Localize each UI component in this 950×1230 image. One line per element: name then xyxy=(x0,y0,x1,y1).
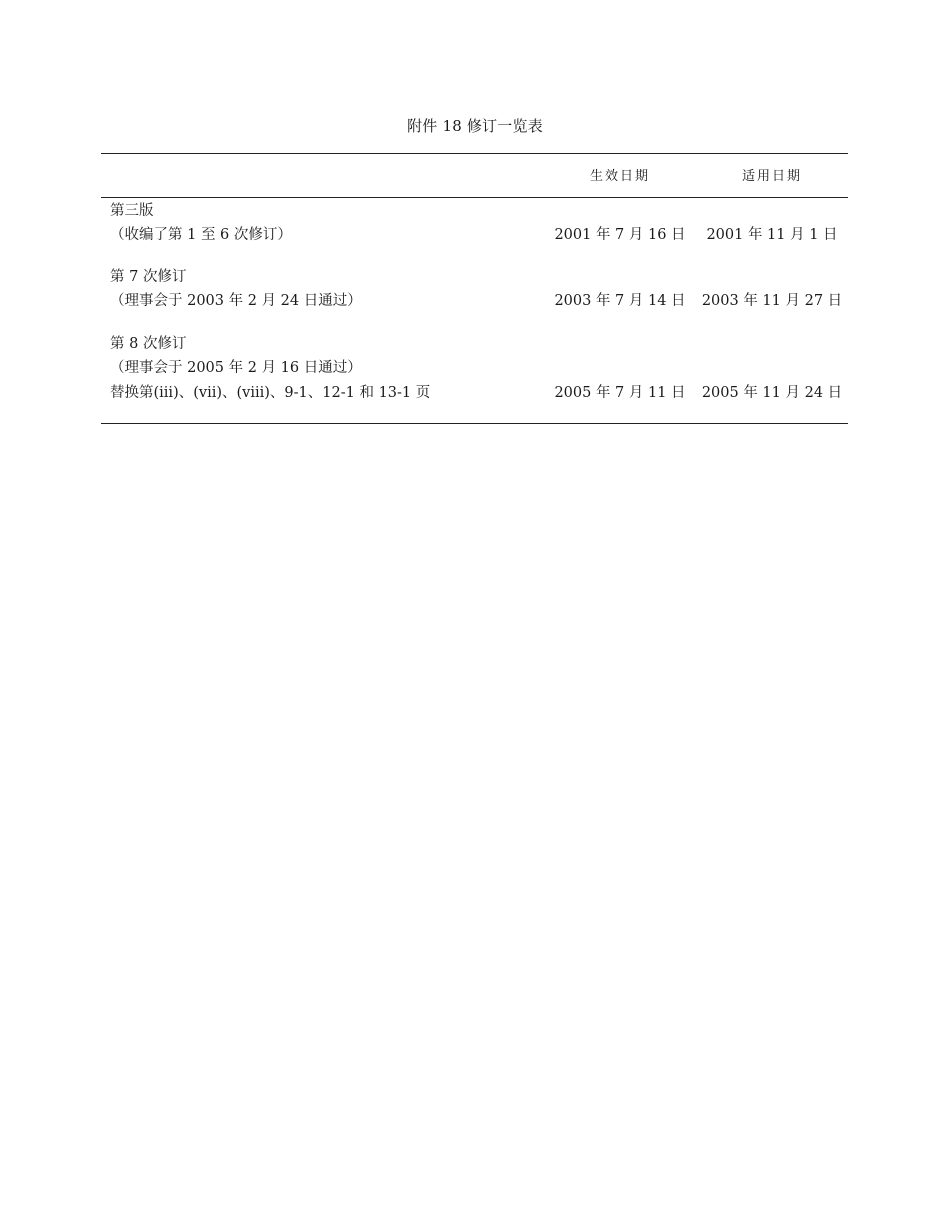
row-applicable-date: 2003 年 11 月 27 日 xyxy=(701,293,843,309)
row-note: （理事会于 2003 年 2 月 24 日通过） xyxy=(110,293,362,309)
row-effective-date: 2003 年 7 月 14 日 xyxy=(554,293,686,309)
row-label: 第三版 xyxy=(110,203,154,219)
header-applicable-date: 适用日期 xyxy=(741,169,802,184)
row-label: 第 8 次修订 xyxy=(110,336,187,352)
row-note: （收编了第 1 至 6 次修订） xyxy=(110,227,292,243)
row-applicable-date: 2001 年 11 月 1 日 xyxy=(706,227,838,243)
table-top-rule xyxy=(101,153,848,154)
row-effective-date: 2005 年 7 月 11 日 xyxy=(554,385,686,401)
document-title: 附件 18 修订一览表 xyxy=(407,117,543,135)
table-header-rule xyxy=(101,197,848,198)
row-applicable-date: 2005 年 11 月 24 日 xyxy=(701,385,843,401)
row-detail: 替换第(iii)、(vii)、(viii)、9-1、12-1 和 13-1 页 xyxy=(110,385,431,401)
header-effective-date: 生效日期 xyxy=(589,169,650,184)
row-effective-date: 2001 年 7 月 16 日 xyxy=(554,227,686,243)
row-note: （理事会于 2005 年 2 月 16 日通过） xyxy=(110,360,362,376)
table-bottom-rule xyxy=(101,423,848,424)
row-label: 第 7 次修订 xyxy=(110,269,187,285)
